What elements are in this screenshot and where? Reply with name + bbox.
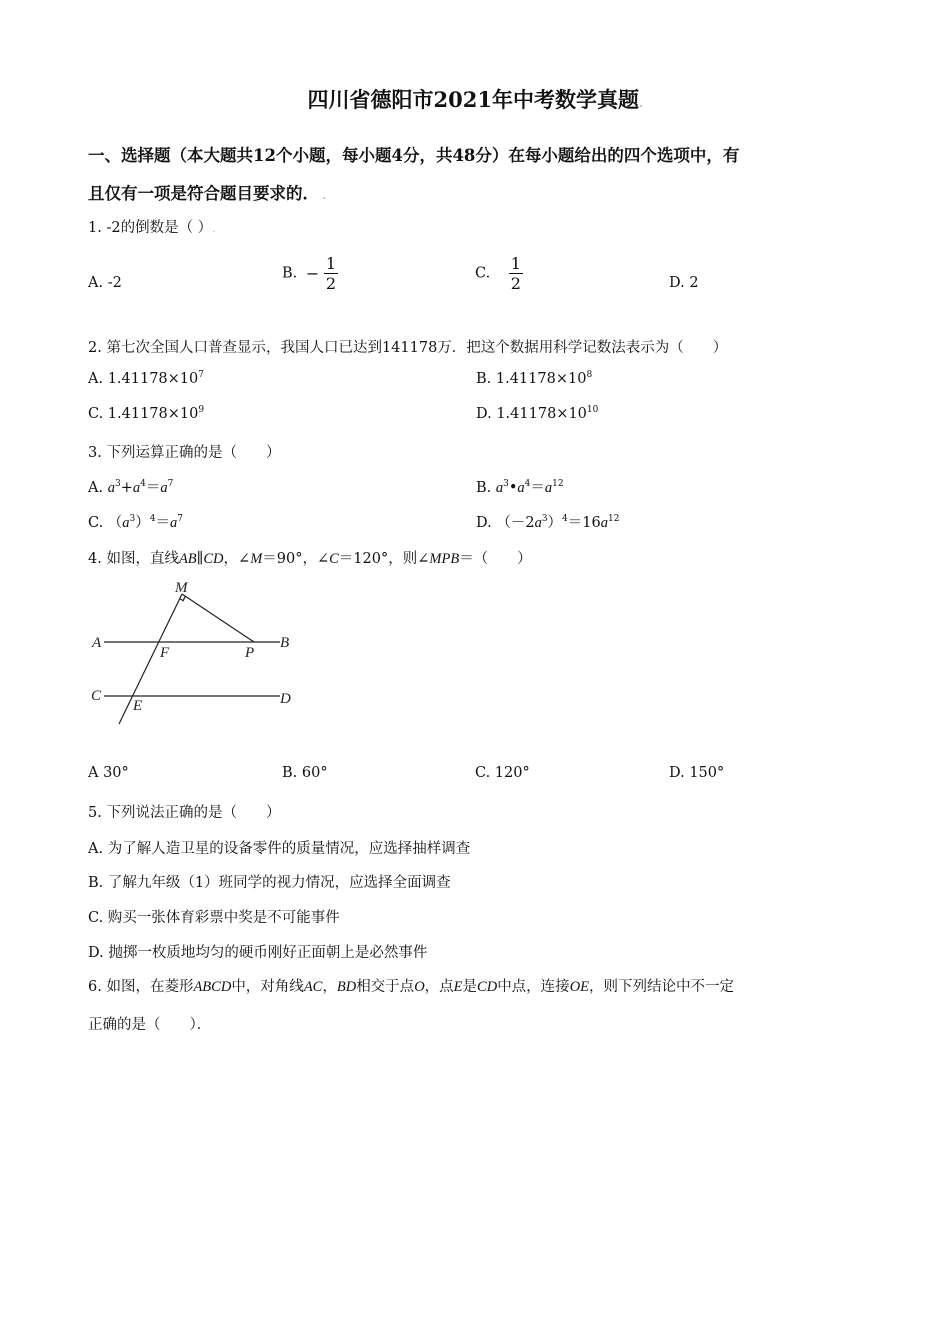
fraction-b: $\frac{1}{2}$ — [325, 254, 337, 293]
question-4-option-b: B. 60° — [282, 765, 328, 781]
line-me — [119, 594, 182, 724]
question-4-option-c: C. 120° — [475, 765, 530, 781]
question-4-option-d: D. 150° — [669, 765, 725, 781]
page-title: 四川省德阳市2021年中考数学真题. — [307, 87, 643, 112]
question-2-option-a: A. $1.41178\times 10^7$ — [88, 370, 204, 387]
question-2-option-d: D. $1.41178\times 10^{10}$ — [476, 405, 599, 422]
label-d: D — [280, 691, 291, 707]
question-6-stem-line2: 正确的是（ ）． — [88, 1017, 212, 1033]
label-c: C — [91, 688, 102, 704]
geometry-figure — [88, 576, 308, 730]
question-3-option-a: A. $a^3+a^4=a^7$ — [88, 479, 174, 496]
question-3-option-d: D. $(-2a^3)^4=16a^{12}$ — [476, 514, 620, 531]
question-5-option-d: D. 抛掷一枚质地均匀的硬币刚好正面朝上是必然事件 — [88, 945, 428, 961]
line-mp — [182, 594, 254, 642]
section-heading-line1: 一、选择题（本大题共12个小题，每小题4分，共48分）在每小题给出的四个选项中，有 — [88, 146, 740, 165]
label-a: A — [92, 635, 102, 651]
question-1-option-d: D. 2 — [669, 275, 699, 291]
question-6-stem-line1: 6. 如图，在菱形ABCD中，对角线AC，BD相交于点O，点E是CD中点，连接OE，则下列结论中不一定 — [88, 979, 735, 995]
label-p: P — [245, 645, 255, 661]
label-b: B — [280, 635, 290, 651]
question-1-option-b: B. − $\frac{1}{2}$ — [282, 254, 337, 293]
question-1-stem: 1. -2的倒数是（ ）. — [88, 220, 216, 236]
question-2-stem: 2. 第七次全国人口普查显示，我国人口已达到141178万．把这个数据用科学记数法表示为（ ） — [88, 340, 728, 356]
question-5-option-c: C. 购买一张体育彩票中奖是不可能事件 — [88, 910, 340, 926]
question-4-option-a: A 30° — [88, 765, 129, 781]
question-5-option-b: B. 了解九年级（1）班同学的视力情况，应选择全面调查 — [88, 875, 451, 891]
question-4-stem: 4. 如图，直线AB∥CD，∠M＝90°，∠C＝120°，则∠MPB＝（ ） — [88, 551, 532, 567]
question-3-option-c: C. $(a^3)^4=a^7$ — [88, 514, 183, 531]
question-3-stem: 3. 下列运算正确的是（ ） — [88, 445, 281, 461]
question-1-option-c: C. $\frac{1}{2}$ — [475, 254, 521, 293]
label-m: M — [175, 580, 188, 596]
question-5-stem: 5. 下列说法正确的是（ ） — [88, 805, 281, 821]
question-2-option-b: B. $1.41178\times 10^8$ — [476, 370, 593, 387]
section-heading-line2: 且仅有一项是符合题目要求的． . — [88, 184, 326, 203]
label-f: F — [160, 645, 170, 661]
question-1-option-a: A. -2 — [88, 275, 122, 291]
label-e: E — [133, 698, 143, 714]
question-3-option-b: B. $a^3•a^4=a^{12}$ — [476, 479, 564, 496]
fraction-c: $\frac{1}{2}$ — [510, 254, 521, 293]
question-2-option-c: C. $1.41178\times 10^9$ — [88, 405, 205, 422]
question-5-option-a: A. 为了解人造卫星的设备零件的质量情况，应选择抽样调查 — [88, 841, 471, 857]
